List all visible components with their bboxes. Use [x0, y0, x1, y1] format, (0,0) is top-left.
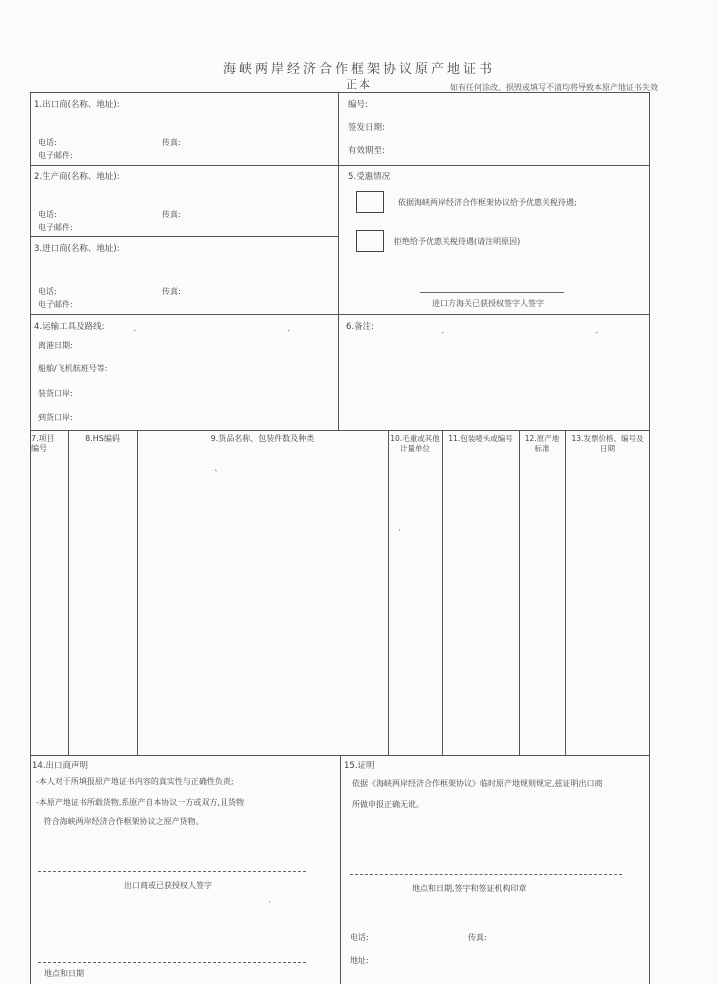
- hs-code-header: 8.HS编码: [85, 434, 120, 443]
- certification-line-2: 所做申报正确无讹。: [352, 800, 424, 809]
- exporter-phone-label: 电话:: [38, 138, 57, 147]
- remarks-label: 6.备注:: [346, 322, 374, 332]
- declaration-line-3: 符合海峡两岸经济合作框架协议之原产货物。: [36, 817, 204, 826]
- exporter-declaration-label: 14.出口商声明: [32, 761, 89, 771]
- place-date-line: [38, 962, 306, 963]
- invoice-header: 13.发票价格、编号及 日期: [571, 434, 644, 453]
- loading-port-label: 装货口岸:: [38, 389, 73, 398]
- transport-label: 4.运输工具及路线:: [34, 322, 105, 332]
- exporter-fax-label: 传真:: [162, 138, 181, 147]
- authority-signature-line: [350, 874, 622, 875]
- deny-preference-checkbox[interactable]: [356, 230, 384, 252]
- row-divider-1b: [338, 165, 650, 166]
- scan-speck: ˊ: [132, 330, 137, 340]
- producer-phone-label: 电话:: [38, 210, 57, 219]
- producer-email-label: 电子邮件:: [38, 223, 73, 232]
- exporter-signature-line: [38, 871, 306, 872]
- departure-date-label: 离港日期:: [38, 341, 73, 350]
- col-divider-goods-6: [565, 430, 566, 755]
- grant-preference-text: 依据海峡两岸经济合作框架协议给予优惠关税待遇;: [398, 198, 577, 207]
- customs-signature-label: 进口方海关已获授权签字人签字: [432, 299, 544, 308]
- validity-note: 如有任何涂改、损毁或填写不清均将导致本原产地证书失效: [450, 83, 658, 92]
- arrival-port-label: 到货口岸:: [38, 413, 73, 422]
- certificate-number-label: 编号:: [348, 100, 368, 110]
- row-divider-1: [30, 165, 338, 166]
- scan-speck: ·: [398, 526, 401, 536]
- vessel-label: 船舶/飞机航班号等:: [38, 364, 108, 373]
- exporter-email-label: 电子邮件:: [38, 151, 73, 160]
- col-divider-bottom: [340, 755, 341, 984]
- gross-weight-header: 10.毛重或其他 计量单位: [390, 434, 440, 453]
- importer-phone-label: 电话:: [38, 287, 57, 296]
- col-divider-goods-4: [442, 430, 443, 755]
- preference-label: 5.受惠情况: [348, 172, 391, 182]
- scan-speck: ˊ: [594, 332, 599, 342]
- declaration-line-2: -本原产地证书所载货物,系原产自本协议一方或双方,且货物: [36, 798, 244, 807]
- importer-email-label: 电子邮件:: [38, 300, 73, 309]
- col-divider-goods-2: [137, 430, 138, 755]
- col-divider-goods-1: [68, 430, 69, 755]
- certificate-title: 海峡两岸经济合作框架协议原产地证书: [222, 62, 495, 77]
- authority-phone-label: 电话:: [350, 933, 369, 942]
- col-divider-goods-5: [519, 430, 520, 755]
- producer-label: 2.生产商(名称、地址):: [34, 172, 120, 182]
- row-divider-4: [30, 430, 650, 431]
- col-divider-top: [338, 92, 339, 430]
- scan-speck: ˊ: [440, 332, 445, 342]
- customs-signature-line: [420, 292, 564, 293]
- scan-speck: ·: [268, 898, 271, 908]
- col-divider-goods-3: [388, 430, 389, 755]
- row-divider-3: [30, 314, 650, 315]
- issue-date-label: 签发日期:: [348, 123, 385, 133]
- goods-description-header: 9.货品名称、包装件数及种类: [210, 434, 315, 443]
- certification-label: 15.证明: [344, 761, 375, 771]
- importer-fax-label: 传真:: [162, 287, 181, 296]
- authority-fax-label: 传真:: [468, 933, 487, 942]
- certification-line-1: 依据《海峡两岸经济合作框架协议》临时原产地规则规定,兹证明出口商: [352, 779, 603, 788]
- deny-preference-text: 拒绝给予优惠关税待遇(请注明原因): [394, 237, 521, 246]
- grant-preference-checkbox[interactable]: [356, 191, 384, 213]
- producer-fax-label: 传真:: [162, 210, 181, 219]
- row-divider-2: [30, 236, 338, 237]
- original-copy-label: 正本: [346, 78, 372, 91]
- valid-until-label: 有效期至:: [348, 146, 385, 156]
- origin-criterion-header: 12.原产地 标准: [524, 434, 560, 453]
- package-marks-header: 11.包装唛头或编号: [448, 434, 513, 443]
- item-number-header: 7.项目 编号: [31, 434, 55, 453]
- scan-speck: ˊ: [286, 330, 291, 340]
- authority-address-label: 地址:: [350, 956, 369, 965]
- declaration-line-1: -本人对于所填报原产地证书内容的真实性与正确性负责;: [36, 777, 234, 786]
- importer-label: 3.进口商(名称、地址):: [34, 244, 120, 254]
- exporter-signature-label: 出口商或已获授权人签字: [124, 881, 212, 890]
- authority-signature-label: 地点和日期,签字和签证机构印章: [412, 884, 527, 893]
- exporter-place-date-label: 地点和日期: [44, 969, 84, 978]
- exporter-label: 1.出口商(名称、地址):: [34, 100, 120, 110]
- scan-speck: ˋ: [214, 470, 219, 480]
